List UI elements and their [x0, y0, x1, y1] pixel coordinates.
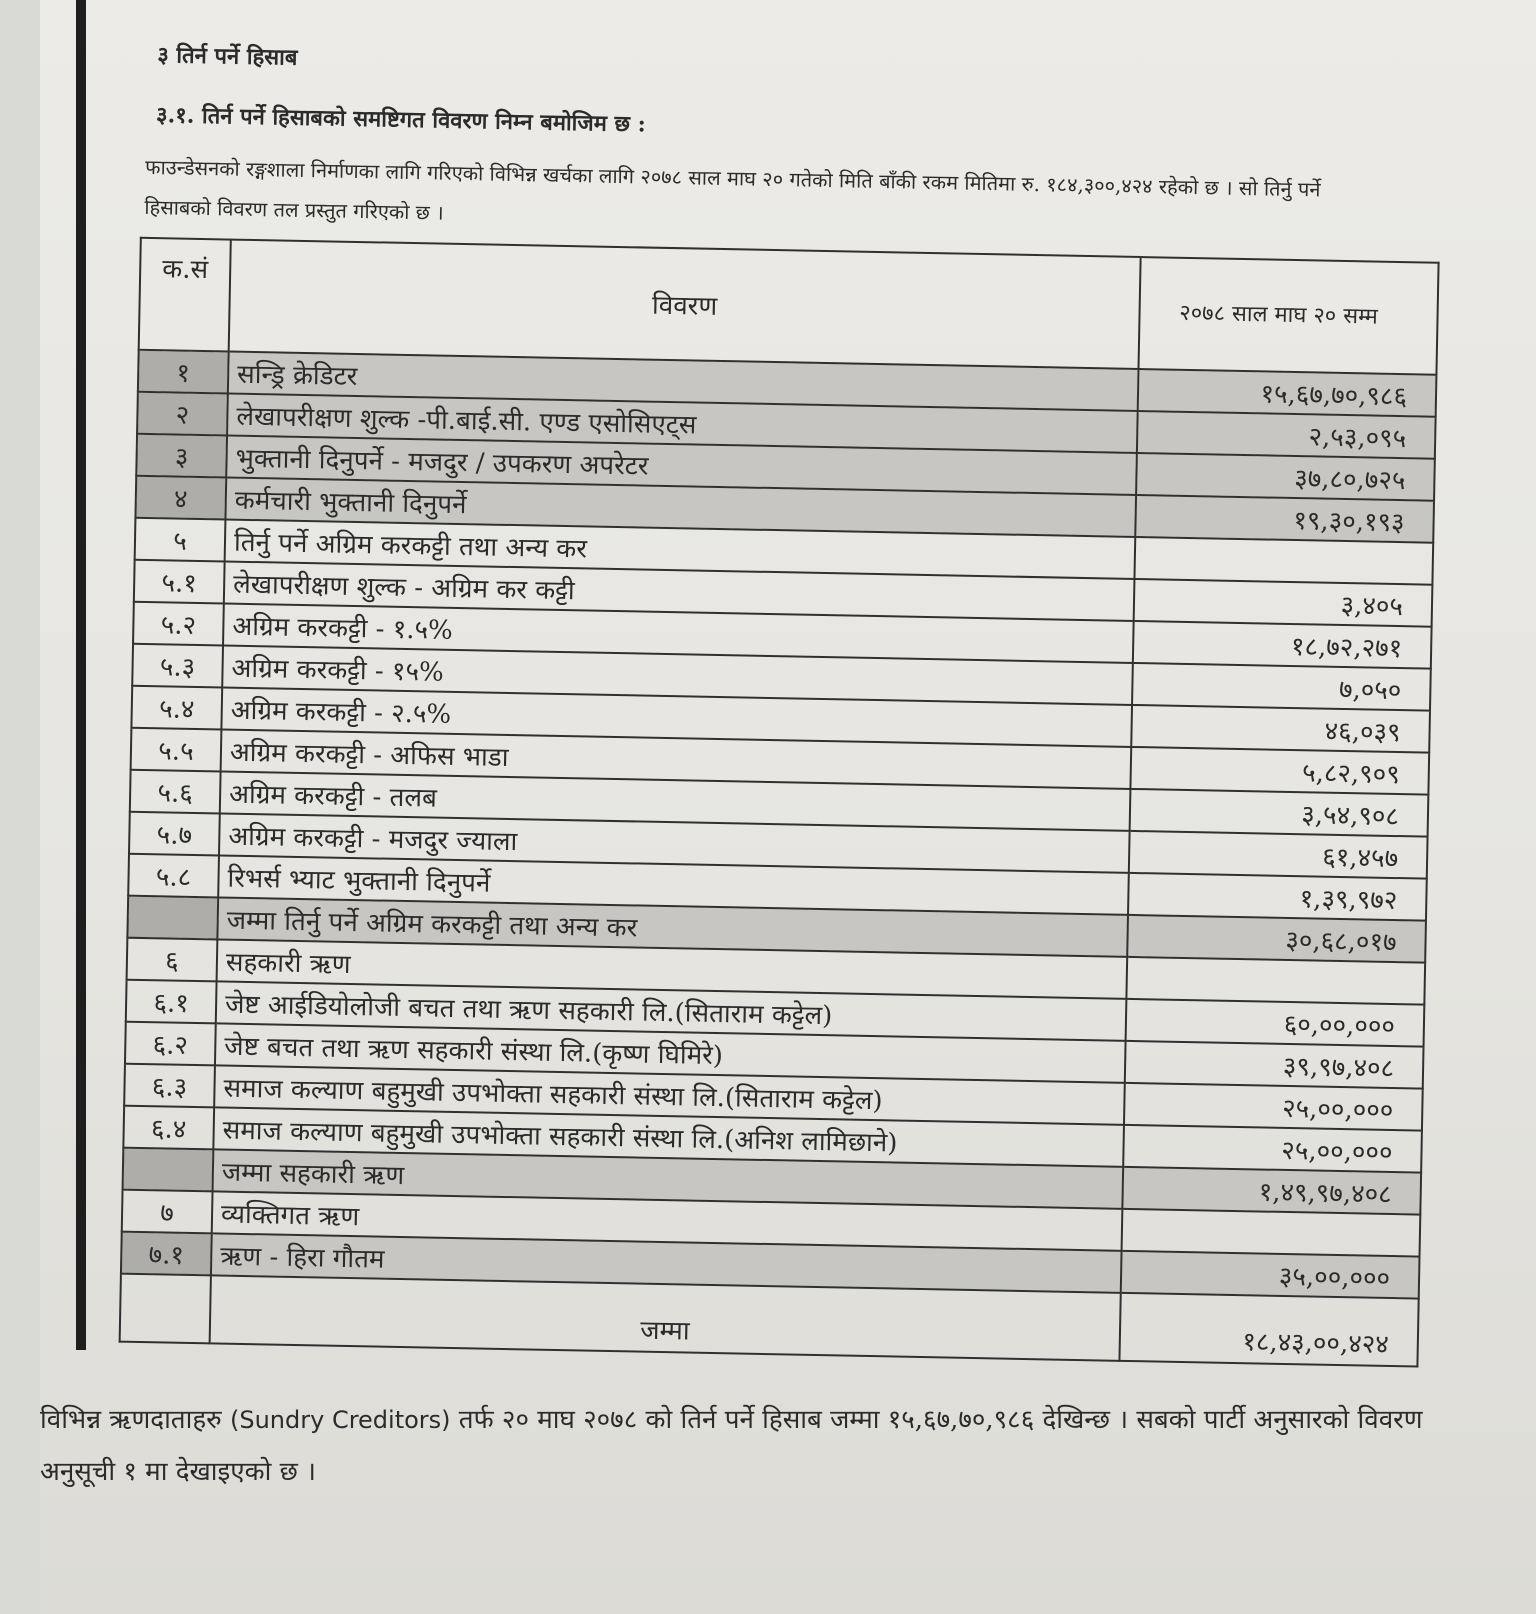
row-amount [1134, 537, 1433, 585]
row-description: अग्रिम करकट्टी - तलब [220, 771, 1131, 830]
row-serial: ५.८ [128, 854, 219, 898]
total-serial-empty [120, 1274, 211, 1344]
row-description: जेष्ट आईडियोलोजी बचत तथा ऋण सहकारी लि.(सिताराम कट्टेल) [216, 981, 1127, 1040]
row-description: रिभर्स भ्याट भुक्तानी दिनुपर्ने [218, 855, 1129, 914]
footnote-part-3: तर्फ २० माघ २०७८ को तिर्न पर्ने हिसाब जम्मा १५,६७,७०,९८६ देखिन्छ । सबको पार्टी अनुसारको विवरण अनुसूची १ मा देखाइएको छ । [40, 1405, 1423, 1487]
row-description: अग्रिम करकट्टी - अफिस भाडा [221, 729, 1132, 788]
row-description: अग्रिम करकट्टी - २.५% [221, 687, 1132, 746]
header-amount: २०७८ साल माघ २० सम्म [1138, 257, 1438, 375]
row-description: जम्मा तिर्नु पर्ने अग्रिम करकट्टी तथा अन्य कर [217, 897, 1128, 956]
row-description: सहकारी ऋण [217, 939, 1128, 998]
row-serial: ५.३ [132, 644, 223, 688]
row-serial: ५ [135, 518, 226, 562]
row-description: व्यक्तिगत ऋण [212, 1191, 1123, 1250]
row-amount: २५,००,००० [1123, 1125, 1422, 1173]
row-serial: ५.२ [133, 602, 224, 646]
row-description: सन्ड्रि क्रेडिटर [228, 352, 1139, 411]
intro-paragraph: फाउन्डेसनको रङ्गशाला निर्माणका लागि गरिएको विभिन्न खर्चका लागि २०७८ साल माघ २० गतेको मिति बाँकी रकम मितिमा रु. १८४,३००,४२४ रहेको छ । सो तिर्नु पर्ने हिसाबको विवरण तल प्रस्तुत गरिएको छ । [144, 154, 1321, 225]
row-description: समाज कल्याण बहुमुखी उपभोक्ता सहकारी संस्था लि.(अनिश लामिछाने) [213, 1107, 1124, 1166]
row-serial: ५.१ [134, 560, 225, 604]
row-description: ऋण - हिरा गौतम [211, 1233, 1122, 1292]
row-amount: ३,४०५ [1134, 579, 1433, 627]
header-serial-number: क.सं [139, 238, 231, 352]
row-serial: ६ [127, 938, 218, 982]
section-heading: ३ तिर्न पर्ने हिसाब [157, 42, 298, 71]
row-amount: ३९,९७,४०८ [1125, 1041, 1424, 1089]
row-amount [1126, 957, 1425, 1005]
binder-edge [76, 0, 86, 1350]
row-description: अग्रिम करकट्टी - मजदुर ज्याला [219, 813, 1130, 872]
row-description: कर्मचारी भुक्तानी दिनुपर्ने [225, 478, 1136, 537]
row-serial: ५.४ [131, 686, 222, 730]
row-serial: २ [137, 392, 228, 436]
total-amount: १८,४३,००,४२४ [1119, 1293, 1418, 1367]
row-description: लेखापरीक्षण शुल्क - अग्रिम कर कट्टी [224, 561, 1135, 620]
table-body [120, 350, 1437, 1367]
row-serial: ५.६ [130, 770, 221, 814]
row-amount: ७,०५० [1132, 663, 1431, 711]
row-amount: ३,५४,९०८ [1130, 789, 1429, 837]
footnote-paragraph [40, 1394, 1480, 1498]
row-description: अग्रिम करकट्टी - १५% [222, 645, 1133, 704]
row-serial: ६.४ [123, 1106, 214, 1150]
row-amount: ६०,००,००० [1126, 999, 1425, 1047]
row-amount: १,४९,९७,४०८ [1122, 1167, 1421, 1215]
document-page [40, 0, 1536, 1614]
row-amount: १,३९,९७२ [1128, 873, 1427, 921]
row-amount: ३७,८०,७२५ [1136, 453, 1435, 501]
row-description: समाज कल्याण बहुमुखी उपभोक्ता सहकारी संस्था लि.(सिताराम कट्टेल) [214, 1065, 1125, 1124]
row-description: अग्रिम करकट्टी - १.५% [223, 603, 1134, 662]
row-amount: ४६,०३९ [1131, 705, 1430, 753]
row-amount: ३५,००,००० [1121, 1251, 1420, 1299]
row-serial: ५.५ [131, 728, 222, 772]
document-content [100, 20, 1470, 1360]
header-description: विवरण [229, 240, 1141, 369]
sub-heading: ३.१. तिर्न पर्ने हिसाबको समष्टिगत विवरण निम्न बमोजिम छ : [155, 102, 646, 138]
row-amount [1122, 1209, 1421, 1257]
footnote-part-1: विभिन्न ऋणदाताहरु [40, 1405, 222, 1435]
row-serial: ७ [122, 1190, 213, 1234]
row-description: भुक्तानी दिनुपर्ने - मजदुर / उपकरण अपरेटर [226, 436, 1137, 495]
payables-table [119, 237, 1440, 1368]
row-serial: ६.३ [124, 1064, 215, 1108]
row-serial: ५.७ [129, 812, 220, 856]
row-serial: ६.१ [126, 980, 217, 1024]
row-serial: १ [138, 350, 229, 394]
row-serial [123, 1148, 214, 1192]
row-amount: ५,८२,९०९ [1130, 747, 1429, 795]
row-description: जम्मा सहकारी ऋण [213, 1149, 1124, 1208]
row-description: तिर्नु पर्ने अग्रिम करकट्टी तथा अन्य कर [225, 520, 1136, 579]
row-serial: ६.२ [125, 1022, 216, 1066]
row-amount: १९,३०,१९३ [1135, 495, 1434, 543]
row-description: लेखापरीक्षण शुल्क -पी.बाई.सी. एण्ड एसोसिएट्स [227, 394, 1138, 453]
row-serial: ७.१ [121, 1232, 212, 1276]
row-amount: १८,७२,२७१ [1133, 621, 1432, 669]
row-description: जेष्ट बचत तथा ऋण सहकारी संस्था लि.(कृष्ण घिमिरे) [215, 1023, 1126, 1082]
row-amount: २,५३,०९५ [1137, 411, 1436, 459]
row-serial [127, 896, 218, 940]
row-amount: २५,००,००० [1124, 1083, 1423, 1131]
row-serial: ३ [136, 434, 227, 478]
row-serial: ४ [135, 476, 226, 520]
row-amount: ६१,४५७ [1129, 831, 1428, 879]
total-label: जम्मा [210, 1275, 1121, 1360]
footnote-english-term: (Sundry Creditors) [229, 1406, 451, 1434]
row-amount: ३०,६८,०१७ [1127, 915, 1426, 963]
row-amount: १५,६७,७०,९८६ [1138, 369, 1437, 417]
